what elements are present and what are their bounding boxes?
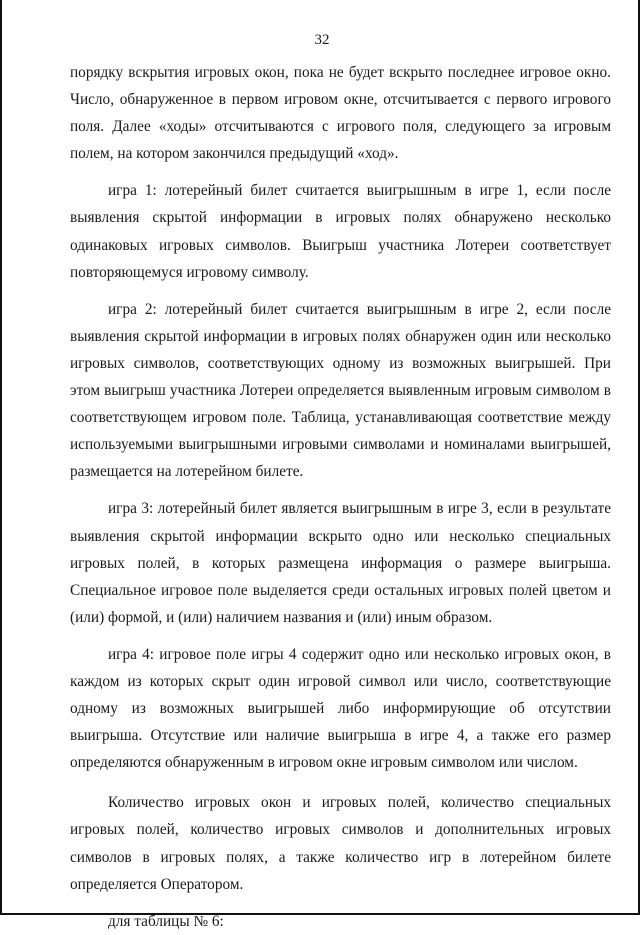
paragraph-game-1: игра 1: лотерейный билет считается выигрышным в игре 1, если после выявления скрытой информации в игровых полях обнаружено несколько одинаковых игровых символов. Выигрыш участника Лотереи соответствует повторяющемуся игровому символу. bbox=[70, 182, 611, 281]
paragraph-continuation: порядку вскрытия игровых окон, пока не будет вскрыто последнее игровое окно. Число, обнаруженное в первом игровом окне, отсчитывается с первого игрового поля. Далее «ходы» отсчитываются с игрового поля, следующего за игровым полем, на котором закончился предыдущий «ход». bbox=[70, 64, 611, 163]
paragraph-game-2: игра 2: лотерейный билет считается выигрышным в игре 2, если после выявления скрытой информации в игровых полях обнаружен один или несколько игровых символов, соответствующих одному из возможных выигрышей. При этом выигрыш участника Лотереи определяется выявленным игровым символом в соответствующем игровом поле. Таблица, устанавливающая соответствие между используемыми выигрышными игровыми символами и номиналами выигрышей, размещается на лотерейном билете. bbox=[70, 300, 611, 481]
paragraph-game-4: игра 4: игровое поле игры 4 содержит одно или несколько игровых окон, в каждом из которых скрыт один игровой символ или число, соответствующие одному из возможных выигрышей либо информирующие об отсутствии выигрыша. Отсутствие или наличие выигрыша в игре 4, а также его размер определяются обнаруженным в игровом окне игровым символом или числом. bbox=[70, 645, 611, 772]
paragraph-table-6-heading: для таблицы № 6: bbox=[108, 912, 224, 930]
paragraph-game-3: игра 3: лотерейный билет является выигрышным в игре 3, если в результате выявления скрытой информации вскрыто одно или несколько специальных игровых полей, в которых размещена информация о размере выигрыша. Специальное игровое поле выделяется среди остальных игровых полей цветом и (или) формой, и (или) наличием названия и (или) иным образом. bbox=[70, 500, 611, 626]
page-number: 32 bbox=[314, 32, 330, 48]
paragraph-operator: Количество игровых окон и игровых полей, количество специальных игровых полей, количество игровых символов и дополнительных игровых символов в игровых полях, а также количество игр в лотерейном билете определяется Оператором. bbox=[70, 794, 611, 893]
document-body bbox=[70, 59, 611, 935]
